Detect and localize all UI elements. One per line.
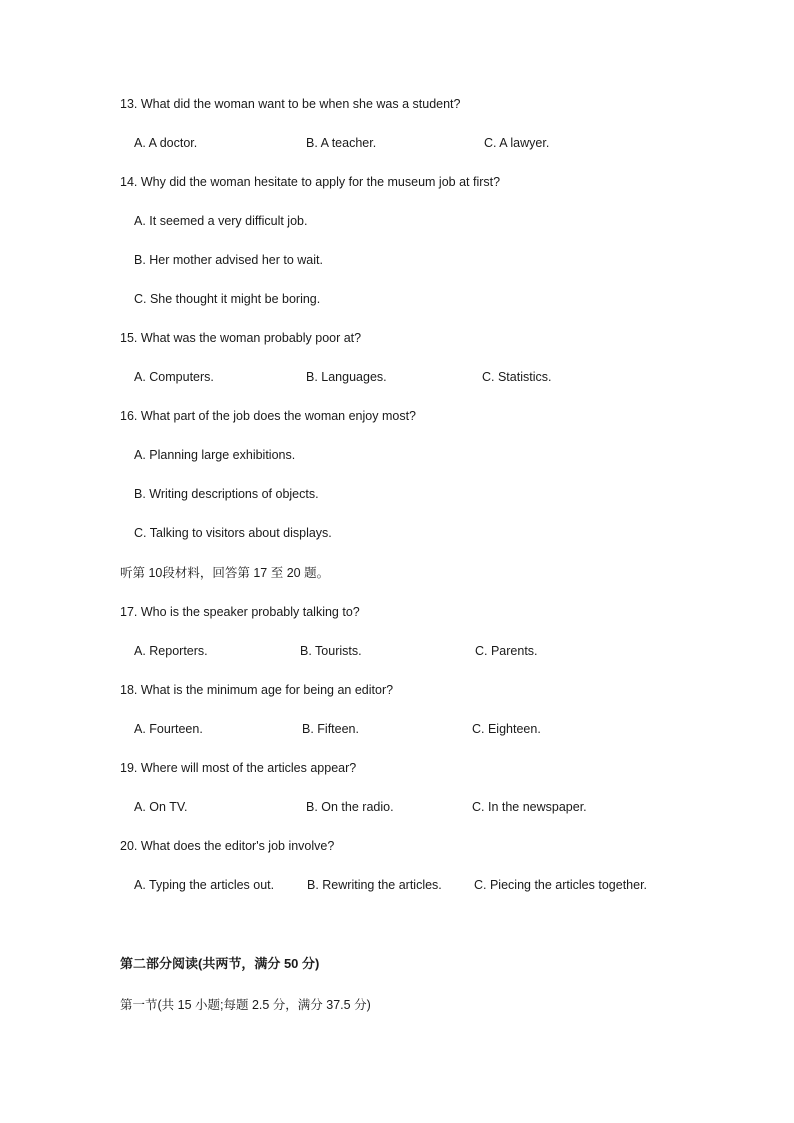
question-15-option-b: B. Languages.: [306, 370, 387, 384]
question-20-option-a: A. Typing the articles out.: [134, 878, 275, 892]
question-14-option-a: A. It seemed a very difficult job.: [134, 214, 308, 228]
question-15-stem: 15. What was the woman probably poor at?: [120, 331, 362, 345]
question-13-option-b: B. A teacher.: [306, 136, 377, 150]
question-17-option-b: B. Tourists.: [300, 644, 362, 658]
question-16-stem: 16. What part of the job does the woman enjoy most?: [120, 409, 417, 423]
question-15-option-c: C. Statistics.: [482, 370, 552, 384]
section-one-heading: 第一节(共 15 小题;每题 2.5 分，满分 37.5 分): [120, 998, 371, 1012]
part-two-heading: 第二部分阅读(共两节，满分 50 分): [120, 956, 320, 971]
question-18-stem: 18. What is the minimum age for being an editor?: [120, 683, 394, 697]
question-20-option-b: B. Rewriting the articles.: [307, 878, 442, 892]
question-13-stem: 13. What did the woman want to be when she was a student?: [120, 97, 461, 111]
question-17-option-a: A. Reporters.: [134, 644, 208, 658]
question-18-option-b: B. Fifteen.: [302, 722, 359, 736]
question-13-option-c: C. A lawyer.: [484, 136, 550, 150]
question-18-option-c: C. Eighteen.: [472, 722, 541, 736]
question-16-option-a: A. Planning large exhibitions.: [134, 448, 296, 462]
question-17-stem: 17. Who is the speaker probably talking to?: [120, 605, 360, 619]
question-19-option-b: B. On the radio.: [306, 800, 394, 814]
question-13-option-a: A. A doctor.: [134, 136, 198, 150]
question-19-stem: 19. Where will most of the articles appear?: [120, 761, 357, 775]
question-17-option-c: C. Parents.: [475, 644, 538, 658]
listening-instruction-10: 听第 10段材料，回答第 17 至 20 题。: [120, 566, 330, 580]
question-19-option-c: C. In the newspaper.: [472, 800, 587, 814]
question-15-option-a: A. Computers.: [134, 370, 214, 384]
question-14-option-b: B. Her mother advised her to wait.: [134, 253, 323, 267]
question-19-option-a: A. On TV.: [134, 800, 188, 814]
question-14-option-c: C. She thought it might be boring.: [134, 292, 321, 306]
question-16-option-c: C. Talking to visitors about displays.: [134, 526, 332, 540]
question-18-option-a: A. Fourteen.: [134, 722, 203, 736]
question-14-stem: 14. Why did the woman hesitate to apply for the museum job at first?: [120, 175, 501, 189]
question-20-option-c: C. Piecing the articles together.: [474, 878, 648, 892]
question-20-stem: 20. What does the editor's job involve?: [120, 839, 335, 853]
question-16-option-b: B. Writing descriptions of objects.: [134, 487, 319, 501]
